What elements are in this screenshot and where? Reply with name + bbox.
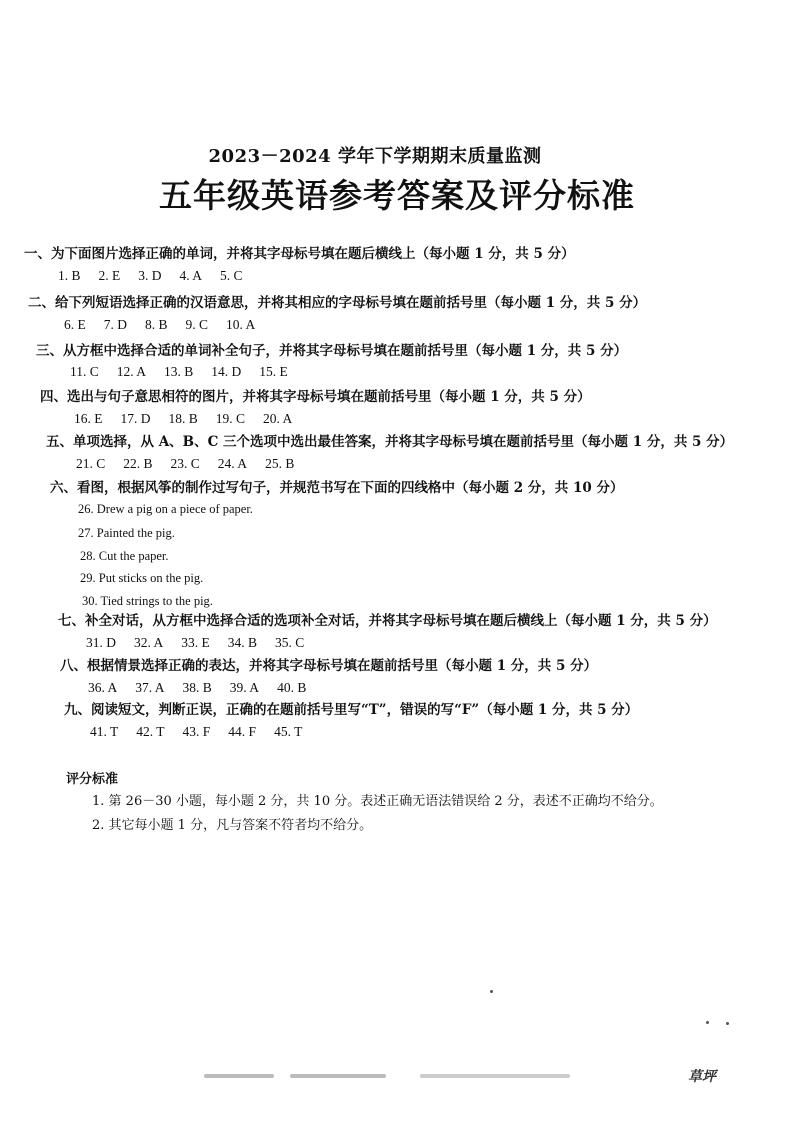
scan-speck <box>706 1021 709 1024</box>
criteria-title: 评分标准 <box>66 772 119 787</box>
answer-item: 4. A <box>179 268 203 283</box>
answer-item: 22. B <box>123 456 153 471</box>
answer-item: 24. A <box>217 456 248 471</box>
section-9-answers <box>90 724 320 740</box>
scan-speck <box>490 990 493 993</box>
answer-item: 43. F <box>182 724 211 739</box>
section-7-heading: 七、补全对话，从方框中选择合适的选项补全对话，并将其字母标号填在题后横线上（每小题 1 分，共 5 分） <box>58 613 717 629</box>
answer-item: 15. E <box>259 364 288 379</box>
answer-item: 8. B <box>145 317 168 332</box>
answer-item: 18. B <box>168 411 198 426</box>
exam-subtitle: 2023－2024 学年下学期期末质量监测 <box>208 146 542 167</box>
sentence-28: 28. Cut the paper. <box>80 549 169 563</box>
answer-item: 37. A <box>135 680 165 695</box>
section-2-answers <box>64 317 273 333</box>
answer-item: 25. B <box>265 456 295 471</box>
answer-item: 44. F <box>228 724 257 739</box>
answer-item: 45. T <box>274 724 303 739</box>
sentence-27: 27. Painted the pig. <box>78 526 175 540</box>
section-1-answers <box>58 268 261 284</box>
answer-item: 13. B <box>164 364 194 379</box>
answer-item: 6. E <box>64 317 86 332</box>
answer-item: 40. B <box>277 680 307 695</box>
answer-item: 20. A <box>263 411 293 426</box>
section-2-heading: 二、给下列短语选择正确的汉语意思，并将其相应的字母标号填在题前括号里（每小题 1 分，共 5 分） <box>28 295 647 311</box>
section-7-answers <box>86 635 322 651</box>
criteria-item-2: 2. 其它每小题 1 分，凡与答案不符者均不给分。 <box>92 818 373 833</box>
sentence-26: 26. Drew a pig on a piece of paper. <box>78 502 253 516</box>
answer-item: 16. E <box>74 411 103 426</box>
answer-item: 42. T <box>136 724 165 739</box>
section-4-heading: 四、选出与句子意思相符的图片，并将其字母标号填在题前括号里（每小题 1 分，共 5 分） <box>40 389 591 405</box>
footer-smudge <box>420 1074 570 1078</box>
footer-smudge <box>204 1074 274 1078</box>
sentence-30: 30. Tied strings to the pig. <box>82 594 213 608</box>
answer-item: 31. D <box>86 635 116 650</box>
answer-item: 1. B <box>58 268 81 283</box>
answer-item: 10. A <box>226 317 256 332</box>
answer-item: 39. A <box>229 680 260 695</box>
answer-item: 34. B <box>227 635 258 650</box>
answer-item: 19. C <box>215 411 246 426</box>
answer-item: 3. D <box>138 268 162 283</box>
answer-item: 11. C <box>70 364 99 379</box>
section-8-heading: 八、根据情景选择正确的表达，并将其字母标号填在题前括号里（每小题 1 分，共 5 分） <box>60 658 598 674</box>
answer-item: 36. A <box>88 680 118 695</box>
section-5-heading: 五、单项选择，从 A、B、C 三个选项中选出最佳答案，并将其字母标号填在题前括号里（每小题 1 分，共 5 分） <box>46 434 734 450</box>
answer-item: 32. A <box>134 635 164 650</box>
answer-item: 17. D <box>120 411 151 426</box>
section-6-heading: 六、看图，根据风筝的制作过写句子，并规范书写在下面的四线格中（每小题 2 分，共 10 分） <box>50 480 624 496</box>
answer-item: 33. E <box>181 635 210 650</box>
answer-item: 14. D <box>211 364 242 379</box>
page-title: 五年级英语参考答案及评分标准 <box>159 176 635 215</box>
answer-item: 38. B <box>182 680 212 695</box>
answer-item: 2. E <box>98 268 121 283</box>
footer-smudge <box>290 1074 386 1078</box>
criteria-item-1: 1. 第 26－30 小题，每小题 2 分，共 10 分。表述正确无语法错误给 2 分，表述不正确均不给分。 <box>92 794 663 809</box>
answer-item: 21. C <box>76 456 106 471</box>
answer-item: 35. C <box>275 635 305 650</box>
section-3-answers <box>70 364 306 380</box>
stamp-mark: 草坪 <box>688 1069 716 1085</box>
answer-item: 9. C <box>185 317 209 332</box>
section-9-heading: 九、阅读短文，判断正误，正确的在题前括号里写“T”，错误的写“F”（每小题 1 分，共 5 分） <box>64 702 639 718</box>
scan-speck <box>726 1022 729 1025</box>
answer-item: 12. A <box>116 364 147 379</box>
section-8-answers <box>88 680 324 696</box>
answer-item: 41. T <box>90 724 119 739</box>
section-5-answers <box>76 456 312 472</box>
answer-item: 7. D <box>103 317 127 332</box>
answer-item: 23. C <box>170 456 200 471</box>
answer-item: 5. C <box>220 268 243 283</box>
sentence-29: 29. Put sticks on the pig. <box>80 571 204 585</box>
section-1-heading: 一、为下面图片选择正确的单词，并将其字母标号填在题后横线上（每小题 1 分，共 5 分） <box>24 246 575 262</box>
section-4-answers <box>74 411 310 427</box>
section-3-heading: 三、从方框中选择合适的单词补全句子，并将其字母标号填在题前括号里（每小题 1 分，共 5 分） <box>36 343 628 359</box>
